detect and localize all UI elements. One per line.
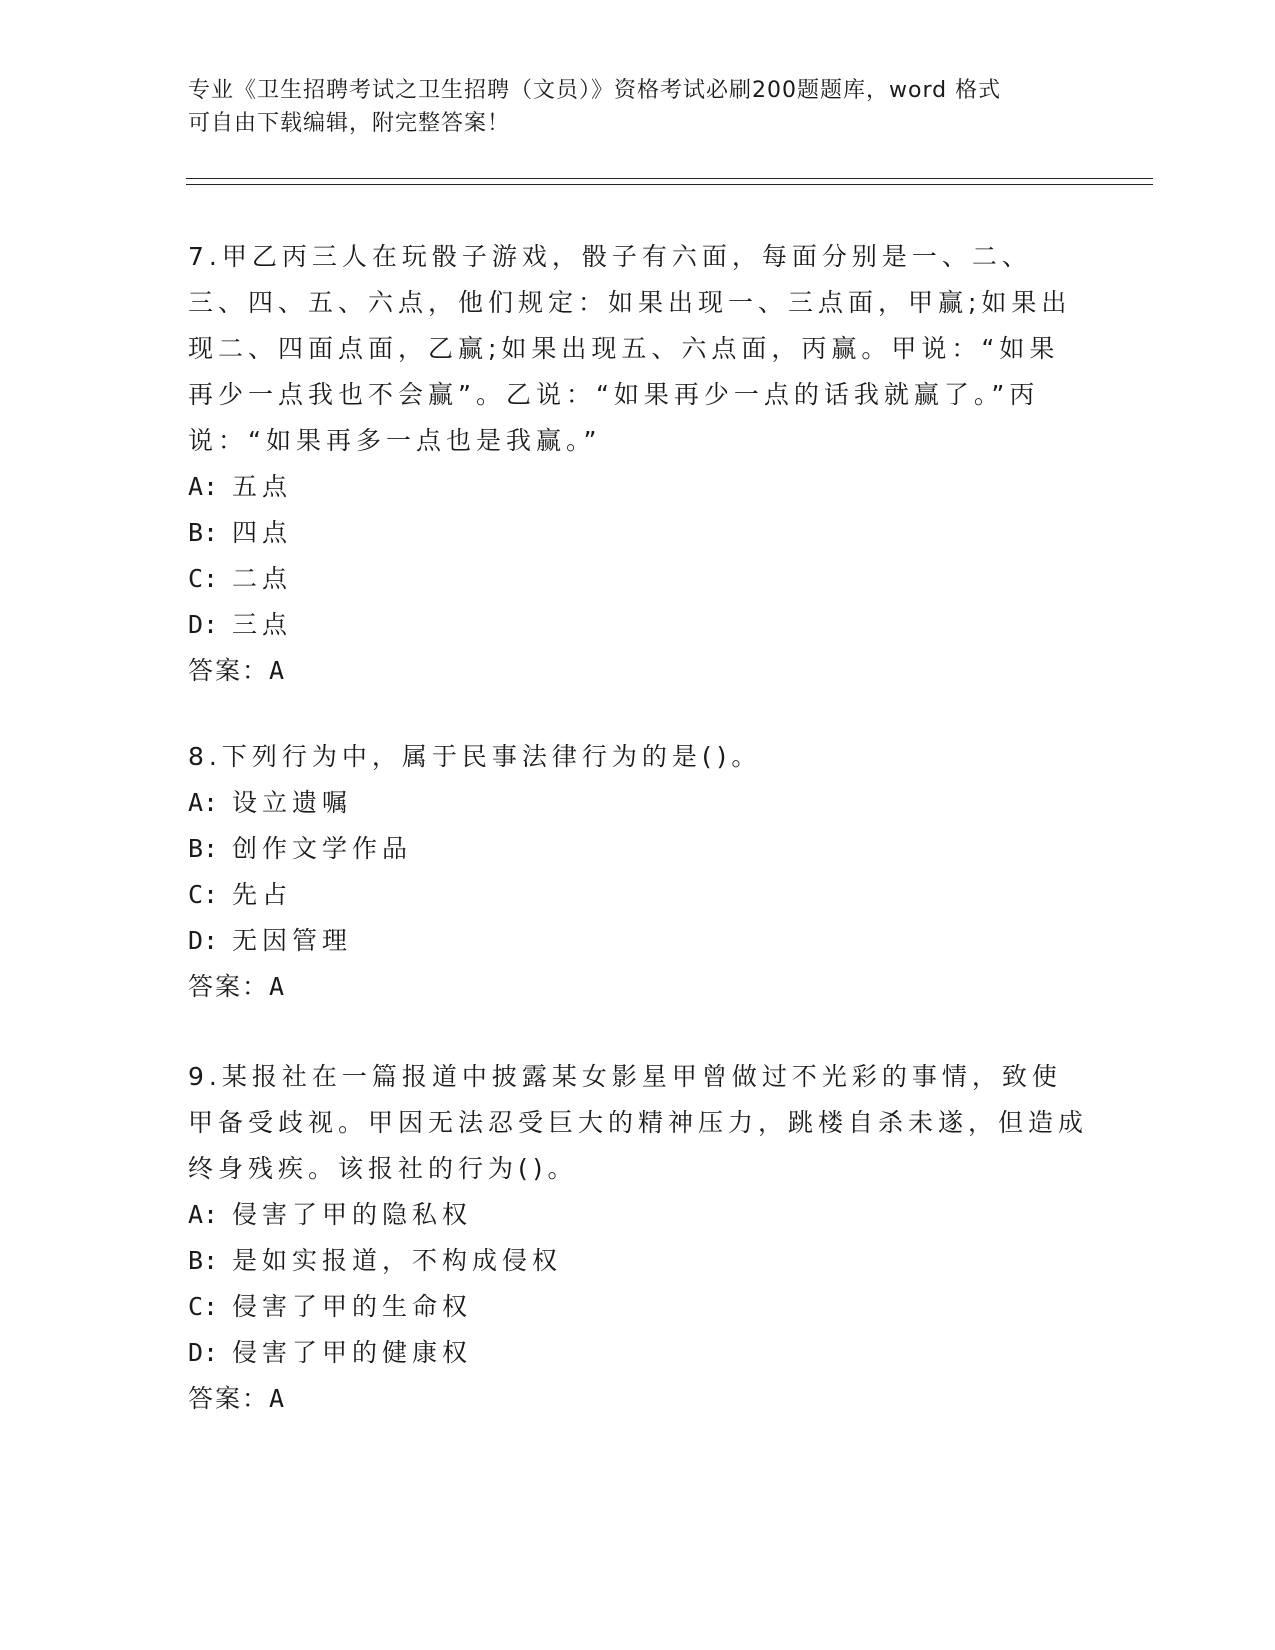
answer-value: A: [269, 656, 287, 685]
option-text: 是如实报道，不构成侵权: [232, 1246, 563, 1275]
option-key: D:: [188, 610, 219, 639]
question-7: [188, 234, 1088, 694]
option-text: 创作文学作品: [232, 834, 413, 863]
option-key: C:: [188, 1292, 219, 1321]
header-title-line2: 可自由下载编辑，附完整答案！: [188, 111, 511, 136]
option-key: D:: [188, 926, 219, 955]
option-a: [188, 1192, 1088, 1238]
option-d: [188, 602, 1088, 648]
option-text: 设立遗嘱: [232, 788, 353, 817]
answer-line: [188, 648, 1088, 694]
answer-line: [188, 1376, 1088, 1422]
option-c: [188, 1284, 1088, 1330]
option-text: 侵害了甲的健康权: [232, 1338, 473, 1367]
option-text: 二点: [232, 564, 293, 593]
option-text: 四点: [232, 518, 293, 547]
answer-label: 答案：: [188, 656, 270, 685]
option-key: B:: [188, 518, 219, 547]
option-key: B:: [188, 834, 219, 863]
option-b: [188, 1238, 1088, 1284]
option-key: C:: [188, 564, 219, 593]
option-a: [188, 464, 1088, 510]
option-d: [188, 918, 1088, 964]
option-b: [188, 826, 1088, 872]
answer-value: A: [269, 972, 287, 1001]
option-d: [188, 1330, 1088, 1376]
option-c: [188, 556, 1088, 602]
answer-label: 答案：: [188, 972, 270, 1001]
header-title-line1: 专业《卫生招聘考试之卫生招聘（文员）》资格考试必刷200题题库，word 格式: [188, 78, 1002, 103]
option-key: A:: [188, 472, 219, 501]
question-8: [188, 734, 1088, 1010]
option-key: D:: [188, 1338, 219, 1367]
question-9: [188, 1054, 1088, 1422]
option-c: [188, 872, 1088, 918]
question-stem: 8.下列行为中，属于民事法律行为的是()。: [188, 742, 762, 771]
option-text: 侵害了甲的生命权: [232, 1292, 473, 1321]
header-rule-top: [186, 178, 1153, 179]
option-key: A:: [188, 1200, 219, 1229]
question-stem: 7.甲乙丙三人在玩骰子游戏，骰子有六面，每面分别是一、二、三、四、五、六点，他们规定：如果出现一、三点面，甲赢;如果出现二、四面点面，乙赢;如果出现五、六点面，丙赢。甲说：“如果再少一点我也不会赢”。乙说：“如果再少一点的话我就赢了。”丙说：“如果再多一点也是我赢。”: [188, 242, 1072, 455]
option-text: 五点: [232, 472, 293, 501]
answer-label: 答案：: [188, 1384, 270, 1413]
option-b: [188, 510, 1088, 556]
answer-value: A: [269, 1384, 287, 1413]
option-text: 侵害了甲的隐私权: [232, 1200, 473, 1229]
option-text: 无因管理: [232, 926, 353, 955]
option-key: C:: [188, 880, 219, 909]
option-key: A:: [188, 788, 219, 817]
header-rule-bottom: [186, 184, 1153, 185]
option-key: B:: [188, 1246, 219, 1275]
document-header: [188, 74, 1088, 140]
option-text: 三点: [232, 610, 293, 639]
question-stem: 9.某报社在一篇报道中披露某女影星甲曾做过不光彩的事情，致使甲备受歧视。甲因无法忍受巨大的精神压力，跳楼自杀未遂，但造成终身残疾。该报社的行为()。: [188, 1062, 1089, 1183]
option-a: [188, 780, 1088, 826]
option-text: 先占: [232, 880, 293, 909]
answer-line: [188, 964, 1088, 1010]
